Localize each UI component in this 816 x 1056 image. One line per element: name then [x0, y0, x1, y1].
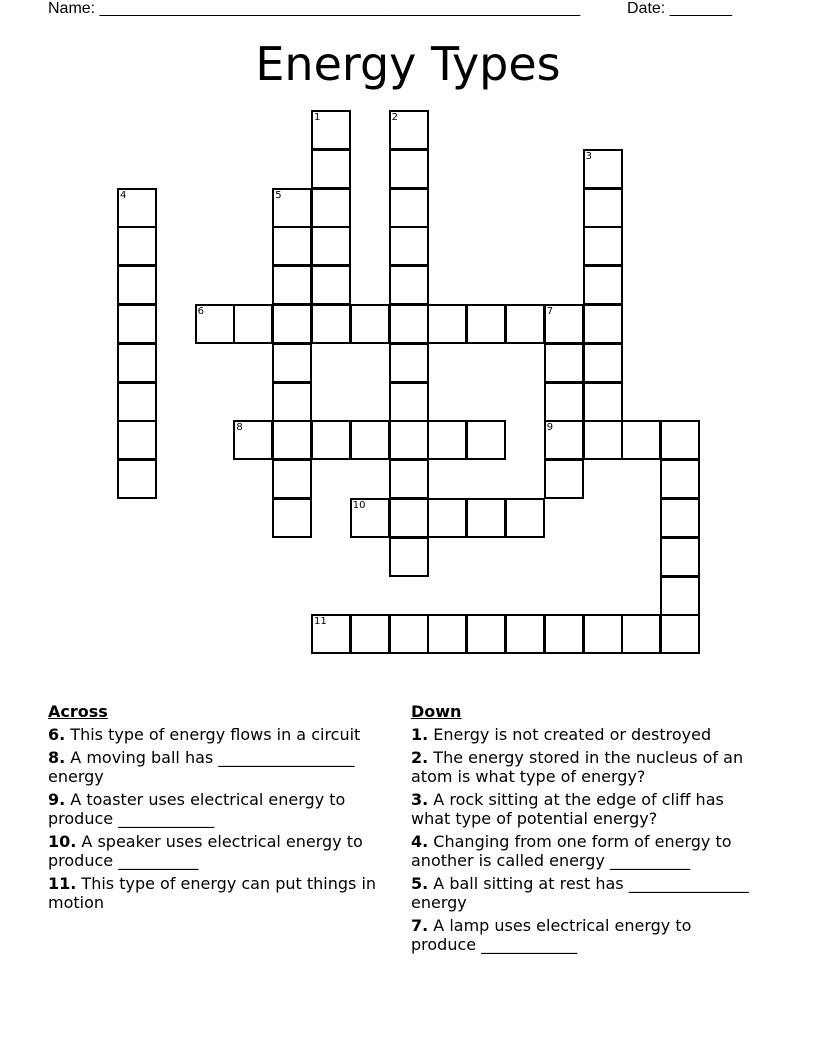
grid-cell[interactable] — [621, 420, 661, 460]
grid-cell[interactable] — [389, 420, 429, 460]
grid-cell[interactable] — [272, 265, 312, 305]
grid-cell[interactable] — [427, 304, 467, 344]
clue-item-number: 5. — [411, 874, 429, 893]
grid-cell[interactable] — [544, 382, 584, 422]
grid-cell[interactable] — [117, 459, 157, 499]
clue-item — [411, 874, 756, 912]
clue-item-number: 4. — [411, 832, 429, 851]
grid-cell[interactable] — [583, 343, 623, 383]
grid-cell[interactable] — [233, 420, 273, 460]
grid-cell[interactable] — [117, 226, 157, 266]
grid-cell[interactable] — [272, 188, 312, 228]
grid-cell[interactable] — [583, 420, 623, 460]
grid-cell[interactable] — [427, 420, 467, 460]
clue-item-text: This type of energy flows in a circuit — [65, 725, 361, 744]
grid-cell[interactable] — [389, 614, 429, 654]
clue-item-number: 1. — [411, 725, 429, 744]
grid-cell[interactable] — [311, 110, 351, 150]
grid-cell[interactable] — [389, 537, 429, 577]
date-label: Date: _______ — [627, 0, 732, 17]
clue-item — [48, 832, 400, 870]
clue-item-text: The energy stored in the nucleus of an atom is what type of energy? — [411, 748, 744, 786]
grid-cell[interactable] — [389, 149, 429, 189]
clue-item-text: A ball sitting at rest has _______________ energy — [411, 874, 749, 912]
grid-cell[interactable] — [389, 382, 429, 422]
clue-item — [411, 748, 756, 786]
grid-cell[interactable] — [389, 498, 429, 538]
clue-item-text: A speaker uses electrical energy to produce __________ — [48, 832, 363, 870]
grid-cell[interactable] — [272, 382, 312, 422]
grid-cell[interactable] — [311, 149, 351, 189]
grid-cell[interactable] — [117, 188, 157, 228]
grid-cell[interactable] — [427, 498, 467, 538]
grid-cell[interactable] — [117, 382, 157, 422]
down-clues — [411, 702, 756, 958]
grid-cell[interactable] — [583, 382, 623, 422]
clue-item — [411, 725, 756, 744]
across-clue-list — [48, 725, 400, 912]
across-heading: Across — [48, 702, 108, 721]
grid-cell[interactable] — [117, 343, 157, 383]
grid-cell[interactable] — [350, 420, 390, 460]
grid-cell[interactable] — [583, 614, 623, 654]
grid-cell[interactable] — [272, 343, 312, 383]
clue-item-text: A moving ball has _________________ energy — [48, 748, 355, 786]
clue-item-number: 3. — [411, 790, 429, 809]
grid-cell[interactable] — [660, 420, 700, 460]
clue-item — [411, 832, 756, 870]
grid-cell[interactable] — [621, 614, 661, 654]
grid-cell[interactable] — [272, 420, 312, 460]
clue-item — [411, 790, 756, 828]
clue-number: 9 — [546, 422, 554, 434]
grid-cell[interactable] — [272, 498, 312, 538]
grid-cell[interactable] — [311, 226, 351, 266]
grid-cell[interactable] — [350, 614, 390, 654]
grid-cell[interactable] — [311, 188, 351, 228]
grid-cell[interactable] — [660, 498, 700, 538]
clue-number: 8 — [236, 422, 243, 434]
grid-cell[interactable] — [466, 614, 506, 654]
grid-cell[interactable] — [583, 149, 623, 189]
grid-cell[interactable] — [389, 110, 429, 150]
clue-item-number: 8. — [48, 748, 66, 767]
grid-cell[interactable] — [272, 459, 312, 499]
clue-item — [48, 874, 400, 912]
clue-item-text: A rock sitting at the edge of cliff has what type of potential energy? — [411, 790, 724, 828]
grid-cell[interactable] — [233, 304, 273, 344]
clue-item-number: 6. — [48, 725, 66, 744]
grid-cell[interactable] — [583, 188, 623, 228]
grid-cell[interactable] — [350, 304, 390, 344]
across-clues — [48, 702, 400, 916]
clue-number: 4 — [120, 189, 127, 201]
clue-item-number: 10. — [48, 832, 77, 851]
name-label: Name: ______________________________________________________ — [48, 0, 581, 17]
clue-number: 1 — [314, 112, 321, 123]
grid-cell[interactable] — [660, 537, 700, 577]
grid-cell[interactable] — [466, 420, 506, 460]
down-heading: Down — [411, 702, 462, 721]
grid-cell[interactable] — [660, 576, 700, 616]
grid-cell[interactable] — [505, 304, 545, 344]
grid-cell[interactable] — [583, 265, 623, 305]
clue-item-number: 7. — [411, 916, 429, 935]
grid-cell[interactable] — [505, 498, 545, 538]
grid-cell[interactable] — [660, 459, 700, 499]
grid-cell[interactable] — [311, 304, 351, 344]
clue-number: 3 — [585, 150, 592, 162]
grid-cell[interactable] — [583, 226, 623, 266]
grid-cell[interactable] — [117, 265, 157, 305]
clue-item — [48, 725, 400, 744]
clue-item-text: A lamp uses electrical energy to produce ____________ — [411, 916, 692, 954]
grid-cell[interactable] — [544, 459, 584, 499]
clue-number: 7 — [546, 306, 554, 317]
grid-cell[interactable] — [195, 304, 235, 344]
grid-cell[interactable] — [583, 304, 623, 344]
clue-number: 5 — [275, 189, 282, 201]
clue-item — [48, 748, 400, 786]
page-title: Energy Types — [255, 37, 561, 91]
grid-cell[interactable] — [311, 420, 351, 460]
clue-item-number: 2. — [411, 748, 429, 767]
grid-cell[interactable] — [544, 614, 584, 654]
grid-cell[interactable] — [466, 304, 506, 344]
grid-cell[interactable] — [350, 498, 390, 538]
grid-cell[interactable] — [272, 304, 312, 344]
grid-cell[interactable] — [389, 226, 429, 266]
grid-cell[interactable] — [466, 498, 506, 538]
grid-cell[interactable] — [272, 226, 312, 266]
grid-cell[interactable] — [427, 614, 467, 654]
grid-cell[interactable] — [117, 420, 157, 460]
clue-item-text: Changing from one form of energy to another is called energy __________ — [411, 832, 732, 870]
grid-cell[interactable] — [389, 265, 429, 305]
clue-item — [411, 916, 756, 954]
clue-number: 2 — [391, 112, 398, 123]
grid-cell[interactable] — [311, 265, 351, 305]
grid-cell[interactable] — [389, 304, 429, 344]
clue-item-text: A toaster uses electrical energy to produce ____________ — [48, 790, 346, 828]
clue-item — [48, 790, 400, 828]
clue-number: 11 — [314, 616, 327, 628]
grid-cell[interactable] — [311, 614, 351, 654]
grid-cell[interactable] — [389, 459, 429, 499]
grid-cell[interactable] — [544, 420, 584, 460]
clue-item-text: Energy is not created or destroyed — [428, 725, 712, 744]
grid-cell[interactable] — [544, 343, 584, 383]
down-clue-list — [411, 725, 756, 954]
clue-item-text: This type of energy can put things in motion — [48, 874, 377, 912]
grid-cell[interactable] — [117, 304, 157, 344]
grid-cell[interactable] — [505, 614, 545, 654]
grid-cell[interactable] — [389, 343, 429, 383]
clue-number: 10 — [352, 500, 366, 511]
clue-item-number: 11. — [48, 874, 77, 893]
clue-item-number: 9. — [48, 790, 66, 809]
grid-cell[interactable] — [660, 614, 700, 654]
grid-cell[interactable] — [544, 304, 584, 344]
clue-number: 6 — [197, 306, 204, 317]
grid-cell[interactable] — [389, 188, 429, 228]
